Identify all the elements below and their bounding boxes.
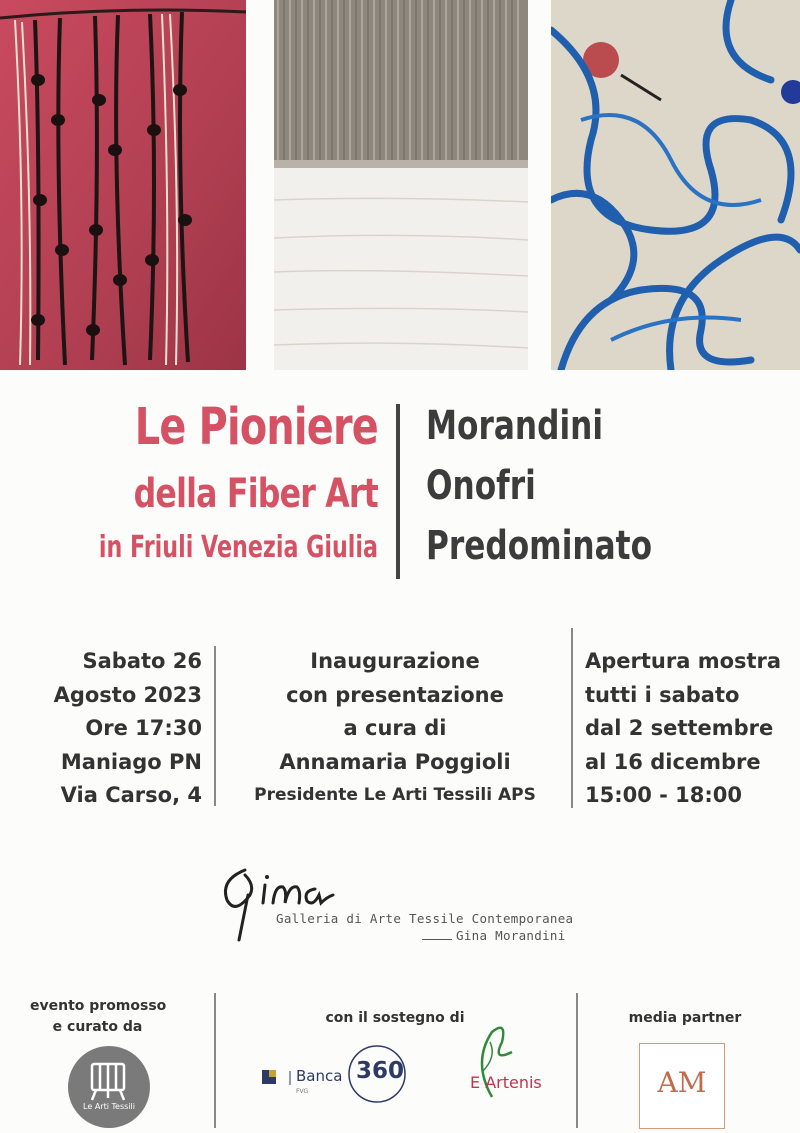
opening-line: dal 2 settembre — [585, 716, 774, 740]
title-line-3: in Friuli Venezia Giulia — [98, 530, 379, 565]
column-divider — [571, 628, 573, 808]
artwork-blue-cords — [551, 0, 800, 370]
opening-line: al 16 dicembre — [585, 749, 761, 774]
footer-divider — [576, 993, 578, 1128]
opening-hours — [585, 645, 781, 813]
promoted-label-line: evento promosso — [30, 998, 167, 1014]
promoted-by-label — [30, 996, 165, 1038]
opening-line: 15:00 - 18:00 — [585, 783, 743, 807]
inauguration-line: con presentazione — [286, 682, 504, 707]
promoted-label-line: e curato da — [52, 1019, 143, 1035]
inauguration-line: Annamaria Poggioli — [279, 749, 511, 774]
title-divider — [396, 404, 400, 579]
column-divider — [214, 646, 216, 806]
gallery-rule — [422, 939, 452, 940]
date-line: Maniago PN — [60, 749, 202, 774]
artenis-text: E Artenis — [470, 1073, 542, 1092]
artist-name: Morandini — [426, 403, 604, 449]
date-line: Ore 17:30 — [85, 716, 202, 740]
artist-name: Onofri — [426, 463, 536, 509]
footer-divider — [214, 993, 216, 1128]
le-arti-tessili-text: Le Arti Tessili — [83, 1102, 135, 1111]
inauguration-line: Inaugurazione — [310, 649, 480, 673]
inauguration-line: a cura di — [343, 716, 447, 740]
am-media-partner-logo — [639, 1043, 725, 1129]
opening-line: Apertura mostra — [585, 649, 782, 673]
title-line-1: Le Pioniere — [134, 398, 378, 457]
date-line: Agosto 2023 — [53, 682, 202, 707]
le-arti-tessili-logo — [68, 1046, 150, 1128]
inauguration-info — [230, 645, 560, 813]
date-line: Sabato 26 — [82, 649, 202, 673]
banca-subtitle: FVG — [296, 1088, 309, 1095]
artist-name: Predominato — [426, 523, 653, 569]
date-line: Via Carso, 4 — [60, 783, 202, 807]
gina-signature-logo — [215, 855, 350, 945]
support-label: con il sostegno di — [325, 1010, 465, 1026]
gallery-name: Galleria di Arte Tessile Contemporanea — [276, 911, 574, 926]
artwork-red-fiber — [0, 0, 246, 370]
title-line-2: della Fiber Art — [133, 471, 378, 517]
opening-line: tutti i sabato — [585, 682, 740, 707]
banca-text: Banca — [296, 1067, 343, 1085]
am-logo-text: AM — [657, 1066, 707, 1099]
banca-number: 360 — [356, 1058, 405, 1084]
event-date-location — [30, 645, 202, 813]
presenter-role: Presidente Le Arti Tessili APS — [254, 785, 536, 805]
media-partner-label: media partner — [628, 1010, 742, 1026]
artwork-white-weave — [274, 0, 528, 370]
gallery-owner: Gina Morandini — [456, 928, 566, 943]
